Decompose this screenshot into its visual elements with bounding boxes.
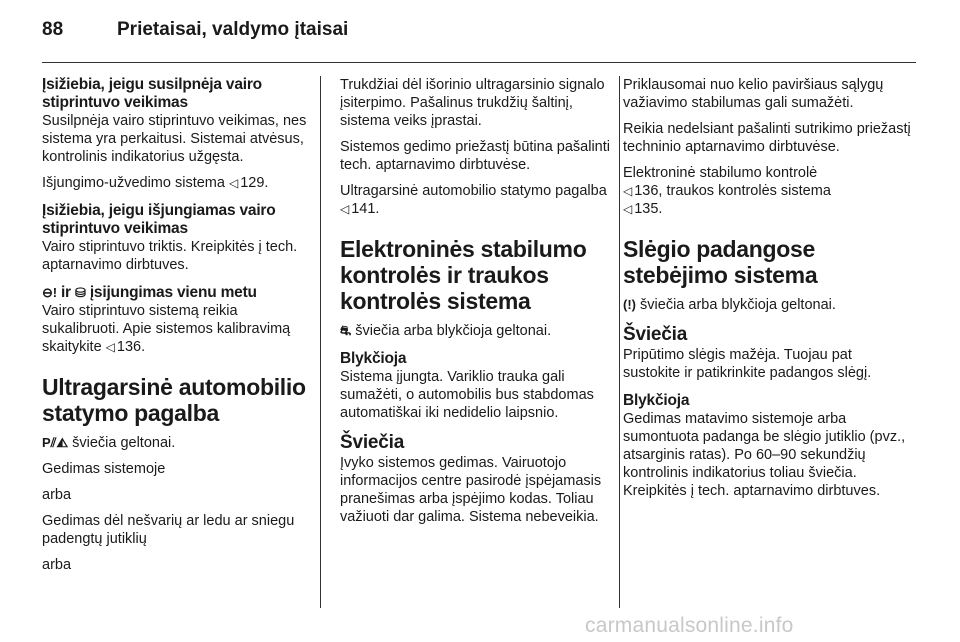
column-3 — [623, 76, 913, 508]
section-heading-simultaneous: ⊖! ir ⛁ įsijungimas vienu metu — [42, 284, 257, 301]
column-1 — [42, 76, 310, 582]
paragraph: arba — [42, 557, 72, 573]
paragraph: Vairo stiprintuvo triktis. Kreipkitės į tech. aptarnavimo dirbtuves. — [42, 239, 298, 273]
ref-arrow-icon: ◁ — [340, 202, 350, 216]
paragraph: Sistema įjungta. Variklio trauka gali sumažėti, o automobilis bus stabdomas automatiškai iki nedidelio laipsnio. — [340, 369, 594, 421]
paragraph-icon-line: (!) šviečia arba blykčioja geltonai. — [623, 297, 836, 313]
watermark: carmanualsonline.info — [585, 614, 794, 637]
paragraph: Pripūtimo slėgis mažėja. Tuojau pat sustokite ir patikrinkite padangos slėgį. — [623, 347, 872, 381]
ref-arrow-icon: ◁ — [228, 176, 239, 190]
page-title: Prietaisai, valdymo įtaisai — [117, 19, 349, 40]
ref-arrow-icon: ◁ — [105, 340, 115, 354]
paragraph-crossref: Ultragarsinė automobilio statymo pagalba ◁ 141. — [340, 183, 607, 217]
paragraph: Reikia nedelsiant pašalinti sutrikimo priežastį techninio aptarnavimo dirbtuvėse. — [623, 121, 911, 155]
paragraph-crossref: Elektroninė stabilumo kontrolė ◁ 136, traukos kontrolės sistema ◁ 135. — [623, 165, 831, 217]
ref-arrow-icon: ◁ — [623, 202, 633, 216]
paragraph: Trukdžiai dėl išorinio ultragarsinio signalo įsiterpimo. Pašalinus trukdžių šaltinį, sistema veiks įprastai. — [340, 77, 605, 129]
parking-assist-icon: P⫽◭ — [42, 435, 69, 450]
stability-control-icon: ⛁ — [75, 285, 86, 300]
page-header — [0, 0, 960, 60]
skid-car-icon: ⛐ — [340, 323, 352, 338]
section-title-stability-control: Elektroninės stabilumo kontrolės ir traukos kontrolės sistema — [340, 236, 587, 314]
paragraph: Sistemos gedimo priežastį būtina pašalinti tech. aptarnavimo dirbtuvėse. — [340, 139, 610, 173]
paragraph: Gedimas dėl nešvarių ar ledu ar sniegu padengtų jutiklių — [42, 513, 295, 547]
paragraph: Gedimas sistemoje — [42, 461, 166, 477]
subheading-flashing: Blykčioja — [340, 350, 407, 367]
tire-pressure-icon: (!) — [623, 297, 636, 312]
section-heading-steering-weak: Įsižiebia, jeigu susilpnėja vairo stiprintuvo veikimas — [42, 76, 262, 111]
column-2 — [340, 76, 612, 534]
column-divider-2 — [619, 76, 620, 608]
section-title-parking-assist: Ultragarsinė automobilio statymo pagalba — [42, 374, 306, 426]
page-ref: 141. — [351, 201, 380, 217]
page-ref: 136. — [116, 339, 146, 355]
page-ref: 136, traukos kontrolės sistema — [634, 183, 831, 199]
subheading-flashing: Blykčioja — [623, 392, 690, 409]
paragraph-icon-line: ⛐ šviečia arba blykčioja geltonai. — [340, 323, 552, 339]
header-rule — [42, 62, 916, 63]
paragraph: Susilpnėja vairo stiprintuvo veikimas, nes sistema yra perkaitusi. Sistemai atvėsus, kontrolinis indikatorius užgęsta. — [42, 113, 307, 165]
paragraph: Gedimas matavimo sistemoje arba sumontuota padanga be slėgio jutiklio (pvz., atsarginis ratas). Po 60–90 sekundžių kontrolinis indikatorius toliau šviečia. Kreipkitės į tech. aptarnavimo dirbtuves. — [623, 411, 906, 499]
section-heading-steering-off: Įsižiebia, jeigu išjungiamas vairo stiprintuvo veikimas — [42, 202, 276, 237]
paragraph: arba — [42, 487, 72, 503]
paragraph-crossref: Vairo stiprintuvo sistemą reikia sukalibruoti. Apie sistemos kalibravimą skaitykite ◁ 136. — [42, 303, 291, 355]
steering-warning-icon: ⊖! — [42, 285, 57, 300]
subheading-lit: Šviečia — [623, 324, 688, 345]
paragraph: Įvyko sistemos gedimas. Vairuotojo informacijos centre pasirodė įspėjamasis pranešimas arba įspėjimo kodas. Toliau važiuoti dar galima. Sistema nebeveikia. — [340, 455, 602, 525]
section-title-tire-pressure: Slėgio padangose stebėjimo sistema — [623, 236, 818, 288]
ref-arrow-icon: ◁ — [623, 184, 633, 198]
page-ref: 135. — [634, 201, 663, 217]
column-divider-1 — [320, 76, 321, 608]
page-number: 88 — [42, 19, 64, 40]
paragraph-crossref: Išjungimo-užvedimo sistema ◁ 129. — [42, 175, 269, 191]
subheading-lit: Šviečia — [340, 432, 405, 453]
paragraph: Priklausomai nuo kelio paviršiaus sąlygų važiavimo stabilumas gali sumažėti. — [623, 77, 884, 111]
page-ref: 129. — [240, 175, 269, 191]
paragraph-icon-line: P⫽◭ šviečia geltonai. — [42, 435, 176, 451]
